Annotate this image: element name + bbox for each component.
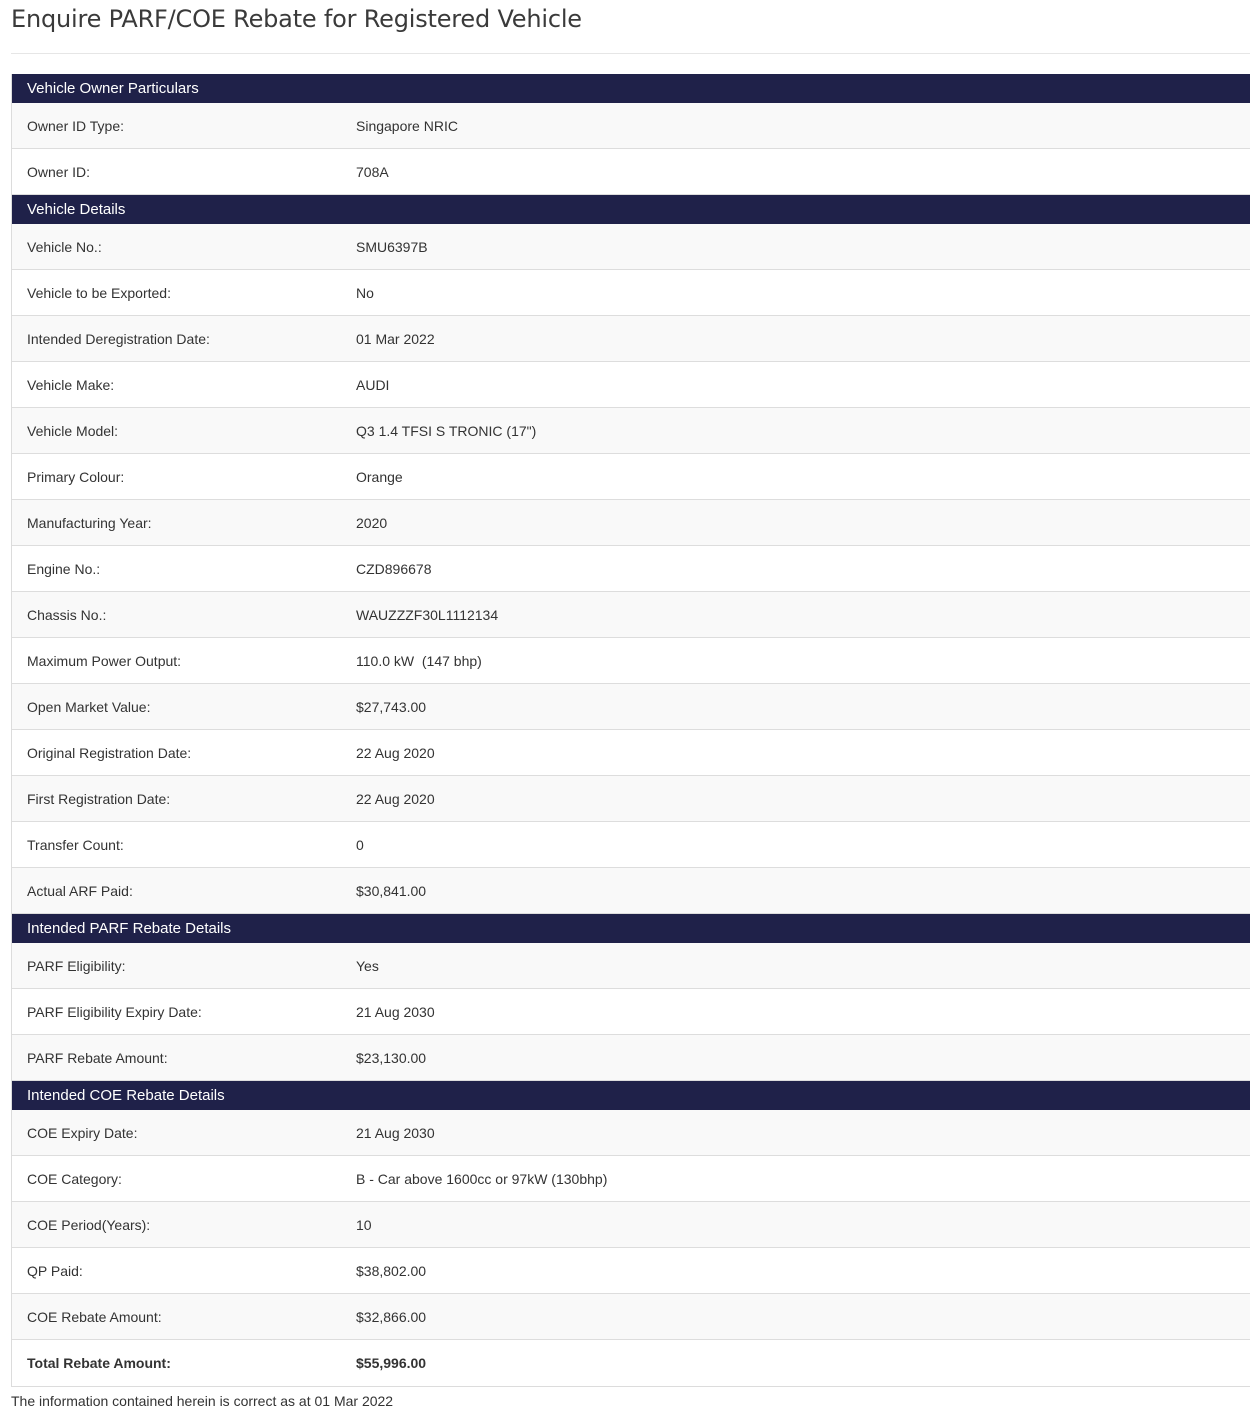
field-value: Orange xyxy=(356,468,403,485)
field-label: Open Market Value: xyxy=(27,698,151,715)
field-label: COE Rebate Amount: xyxy=(27,1308,162,1325)
field-value: $23,130.00 xyxy=(356,1049,427,1066)
section-heading-parf-rebate: Intended PARF Rebate Details xyxy=(12,914,1250,943)
field-label: Primary Colour: xyxy=(27,468,125,485)
field-label: Actual ARF Paid: xyxy=(27,882,133,899)
row-maximum-power-output xyxy=(12,638,1250,684)
field-label: Vehicle Make: xyxy=(27,376,115,393)
row-actual-arf-paid xyxy=(12,868,1250,914)
field-label: Vehicle to be Exported: xyxy=(27,284,171,301)
field-label: COE Category: xyxy=(27,1170,122,1187)
field-value: 21 Aug 2030 xyxy=(356,1124,435,1141)
row-coe-expiry-date xyxy=(12,1110,1250,1156)
data-as-at-note: The information contained herein is correct as at 01 Mar 2022 xyxy=(11,1393,394,1409)
field-value: Yes xyxy=(356,957,379,974)
field-label: PARF Rebate Amount: xyxy=(27,1049,168,1066)
row-coe-period-years xyxy=(12,1202,1250,1248)
field-value: 708A xyxy=(356,163,389,180)
row-vehicle-make xyxy=(12,362,1250,408)
row-parf-rebate-amount xyxy=(12,1035,1250,1081)
row-qp-paid xyxy=(12,1248,1250,1294)
rebate-details-panel xyxy=(11,74,1250,1387)
field-value: 22 Aug 2020 xyxy=(356,790,435,807)
field-label: COE Period(Years): xyxy=(27,1216,151,1233)
page-title: Enquire PARF/COE Rebate for Registered Vehicle xyxy=(11,5,582,33)
row-transfer-count xyxy=(12,822,1250,868)
field-value: AUDI xyxy=(356,376,390,393)
row-original-registration-date xyxy=(12,730,1250,776)
field-label: Chassis No.: xyxy=(27,606,107,623)
field-value: Q3 1.4 TFSI S TRONIC (17") xyxy=(356,422,537,439)
field-value: CZD896678 xyxy=(356,560,432,577)
field-label: QP Paid: xyxy=(27,1262,83,1279)
row-parf-eligibility-expiry-date xyxy=(12,989,1250,1035)
row-owner-id-type xyxy=(12,103,1250,149)
row-engine-no xyxy=(12,546,1250,592)
section-heading-vehicle-details: Vehicle Details xyxy=(12,195,1250,224)
field-value: $30,841.00 xyxy=(356,882,427,899)
row-first-registration-date xyxy=(12,776,1250,822)
title-divider xyxy=(11,53,1250,54)
field-value: 22 Aug 2020 xyxy=(356,744,435,761)
field-label: Engine No.: xyxy=(27,560,101,577)
row-open-market-value xyxy=(12,684,1250,730)
field-label: Transfer Count: xyxy=(27,836,124,853)
field-value: SMU6397B xyxy=(356,238,428,255)
field-value: 110.0 kW (147 bhp) xyxy=(356,652,482,669)
field-label: PARF Eligibility: xyxy=(27,957,126,974)
field-value: WAUZZZF30L1112134 xyxy=(356,606,499,623)
row-parf-eligibility xyxy=(12,943,1250,989)
field-value: $32,866.00 xyxy=(356,1308,427,1325)
field-value: $27,743.00 xyxy=(356,698,427,715)
field-label: First Registration Date: xyxy=(27,790,171,807)
field-value: B - Car above 1600cc or 97kW (130bhp) xyxy=(356,1170,608,1187)
row-manufacturing-year xyxy=(12,500,1250,546)
field-label: Total Rebate Amount: xyxy=(27,1355,171,1371)
section-heading-coe-rebate: Intended COE Rebate Details xyxy=(12,1081,1250,1110)
field-value: 2020 xyxy=(356,514,388,531)
row-total-rebate-amount xyxy=(12,1340,1250,1386)
row-coe-category xyxy=(12,1156,1250,1202)
field-value: $55,996.00 xyxy=(356,1355,427,1371)
field-value: 01 Mar 2022 xyxy=(356,330,435,347)
field-label: Intended Deregistration Date: xyxy=(27,330,210,347)
field-label: PARF Eligibility Expiry Date: xyxy=(27,1003,202,1020)
field-value: No xyxy=(356,284,374,301)
row-vehicle-no xyxy=(12,224,1250,270)
section-heading-owner-particulars: Vehicle Owner Particulars xyxy=(12,74,1250,103)
field-value: $38,802.00 xyxy=(356,1262,427,1279)
field-label: Manufacturing Year: xyxy=(27,514,152,531)
field-label: Vehicle No.: xyxy=(27,238,102,255)
field-label: Owner ID: xyxy=(27,163,91,180)
field-value: Singapore NRIC xyxy=(356,117,458,134)
field-label: COE Expiry Date: xyxy=(27,1124,138,1141)
row-vehicle-to-be-exported xyxy=(12,270,1250,316)
field-value: 0 xyxy=(356,836,364,853)
field-label: Owner ID Type: xyxy=(27,117,125,134)
row-primary-colour xyxy=(12,454,1250,500)
field-label: Original Registration Date: xyxy=(27,744,192,761)
field-label: Maximum Power Output: xyxy=(27,652,182,669)
row-intended-deregistration-date xyxy=(12,316,1250,362)
row-owner-id xyxy=(12,149,1250,195)
row-coe-rebate-amount xyxy=(12,1294,1250,1340)
row-vehicle-model xyxy=(12,408,1250,454)
row-chassis-no xyxy=(12,592,1250,638)
field-value: 10 xyxy=(356,1216,372,1233)
field-value: 21 Aug 2030 xyxy=(356,1003,435,1020)
field-label: Vehicle Model: xyxy=(27,422,119,439)
